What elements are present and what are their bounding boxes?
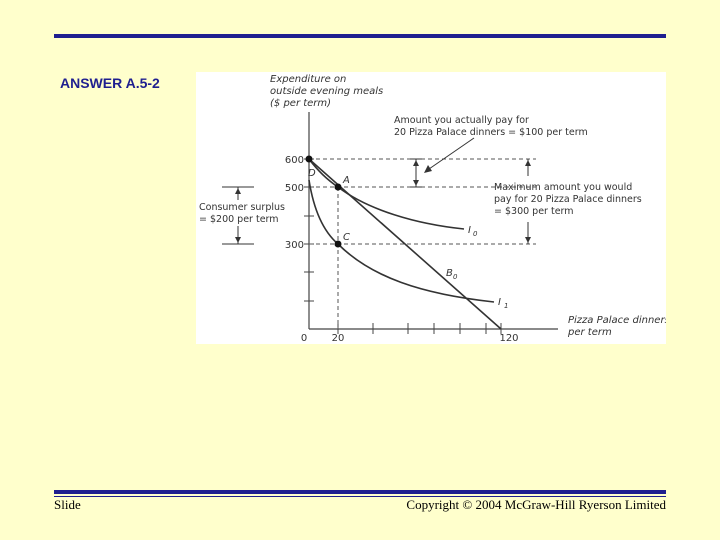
svg-text:0: 0 (473, 230, 478, 238)
svg-text:outside evening meals: outside evening meals (270, 86, 384, 97)
svg-text:= $200 per term: = $200 per term (199, 214, 279, 225)
point-a (335, 184, 342, 191)
bracket-surplus-arrow-down (235, 237, 241, 243)
top-rule (54, 34, 666, 38)
x-tick-20: 20 (331, 333, 345, 344)
svg-text:Expenditure on: Expenditure on (270, 74, 347, 85)
annotation-amount-paid (394, 115, 588, 138)
point-c (335, 241, 342, 248)
svg-text:Pizza Palace dinners: Pizza Palace dinners (568, 315, 666, 326)
svg-text:I: I (468, 225, 471, 236)
copyright-notice: Copyright © 2004 McGraw-Hill Ryerson Limited (406, 497, 666, 512)
slide-heading: ANSWER A.5-2 (60, 75, 160, 91)
diagram-figure (196, 72, 666, 344)
svg-text:($ per term): ($ per term) (270, 98, 332, 109)
label-b0 (446, 268, 458, 281)
y-axis-title (270, 74, 383, 109)
svg-text:0: 0 (453, 273, 458, 281)
label-a: A (343, 175, 350, 186)
diagram-svg (196, 72, 666, 344)
point-d (306, 156, 313, 163)
svg-text:= $300 per term: = $300 per term (494, 206, 574, 217)
y-tick-300: 300 (284, 240, 304, 251)
bracket-surplus-arrow-up (235, 188, 241, 194)
svg-text:1: 1 (504, 302, 509, 310)
label-d: D (308, 168, 316, 179)
x-tick-0: 0 (300, 333, 308, 344)
svg-text:I: I (498, 297, 501, 308)
bracket-100-arrow-down (413, 180, 419, 186)
svg-text:Amount you actually pay for: Amount you actually pay for (394, 115, 529, 126)
label-c: C (343, 232, 350, 243)
bottom-rule-thick (54, 490, 666, 494)
annotation-max-amount (494, 182, 642, 217)
svg-text:Consumer surplus: Consumer surplus (199, 202, 285, 213)
x-tick-120: 120 (499, 333, 519, 344)
svg-text:B: B (446, 268, 453, 279)
indifference-curve-i0 (309, 159, 464, 229)
bracket-300-arrow-down (525, 237, 531, 243)
svg-text:pay for 20 Pizza Palace dinner: pay for 20 Pizza Palace dinners (494, 194, 642, 205)
slide-label: Slide (54, 497, 81, 512)
svg-text:Maximum amount you would: Maximum amount you would (494, 182, 633, 193)
y-tick-500: 500 (284, 183, 304, 194)
bracket-300-arrow-up (525, 160, 531, 166)
svg-text:per term: per term (568, 327, 612, 338)
y-tick-600: 600 (284, 155, 304, 166)
pointer-arrow (429, 138, 474, 169)
bracket-100-arrow-up (413, 160, 419, 166)
svg-text:20 Pizza Palace dinners = $100: 20 Pizza Palace dinners = $100 per term (394, 127, 588, 138)
label-i1 (498, 297, 508, 310)
label-i0 (468, 225, 478, 238)
x-axis-title (567, 315, 666, 338)
annotation-consumer-surplus (199, 202, 285, 225)
pointer-arrowhead (424, 165, 432, 173)
